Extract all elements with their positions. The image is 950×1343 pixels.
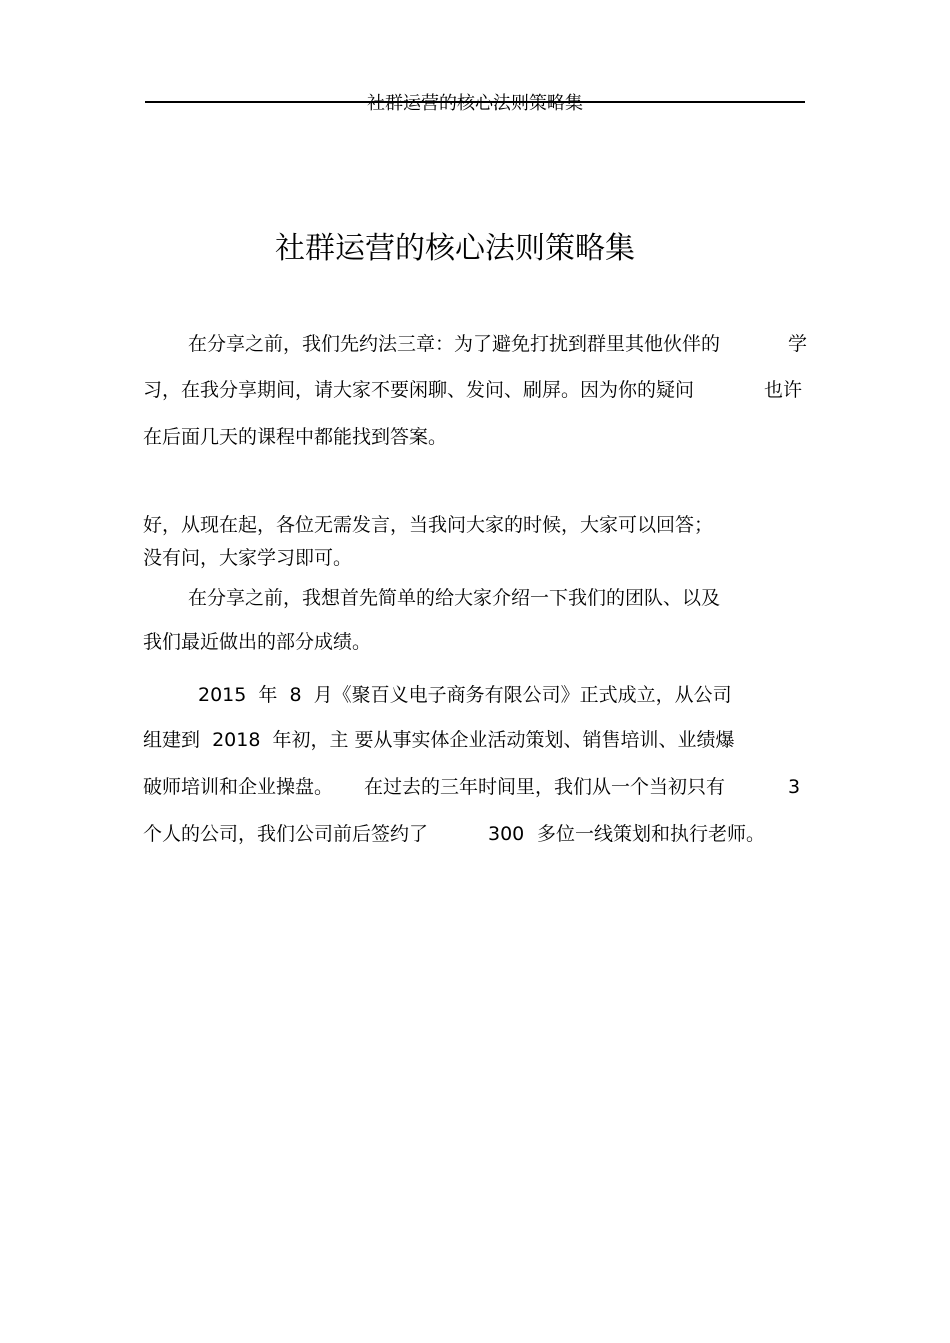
paragraph-4-line-4: 个人的公司，我们公司前后签约了 [143, 823, 429, 845]
paragraph-3-line-1: 在分享之前，我想首先简单的给大家介绍一下我们的团队、以及 [188, 587, 721, 609]
paragraph-1-line-3: 在后面几天的课程中都能找到答案。 [143, 426, 448, 448]
running-header: 社群运营的核心法则策略集 [367, 93, 583, 114]
paragraph-1-line-2: 习，在我分享期间，请大家不要闲聊、发问、刷屏。因为你的疑问 [143, 379, 695, 401]
paragraph-4-line-3-end: 3 [788, 776, 801, 798]
paragraph-4-line-1: 2015 年 8 月《聚百义电子商务有限公司》正式成立，从公司 [198, 684, 732, 706]
paragraph-1-line-1: 在分享之前，我们先约法三章：为了避免打扰到群里其他伙伴的 [188, 333, 721, 355]
paragraph-4-line-4-end: 多位一线策划和执行老师。 [537, 823, 766, 845]
paragraph-4-line-4-number: 300 [488, 823, 525, 845]
paragraph-1-line-2-end: 也许 [764, 379, 803, 401]
paragraph-2-line-1: 好，从现在起，各位无需发言，当我问大家的时候，大家可以回答； [143, 514, 714, 536]
paragraph-3-line-2: 我们最近做出的部分成绩。 [143, 631, 372, 653]
paragraph-4-line-3-cont: 在过去的三年时间里，我们从一个当初只有 [364, 776, 726, 798]
document-title: 社群运营的核心法则策略集 [275, 231, 635, 266]
paragraph-4-line-3: 破师培训和企业操盘。 [143, 776, 334, 798]
paragraph-2-line-2: 没有问，大家学习即可。 [143, 547, 353, 569]
paragraph-1-line-1-end: 学 [788, 333, 808, 355]
paragraph-4-line-2: 组建到 2018 年初，主 要从事实体企业活动策划、销售培训、业绩爆 [143, 729, 735, 751]
